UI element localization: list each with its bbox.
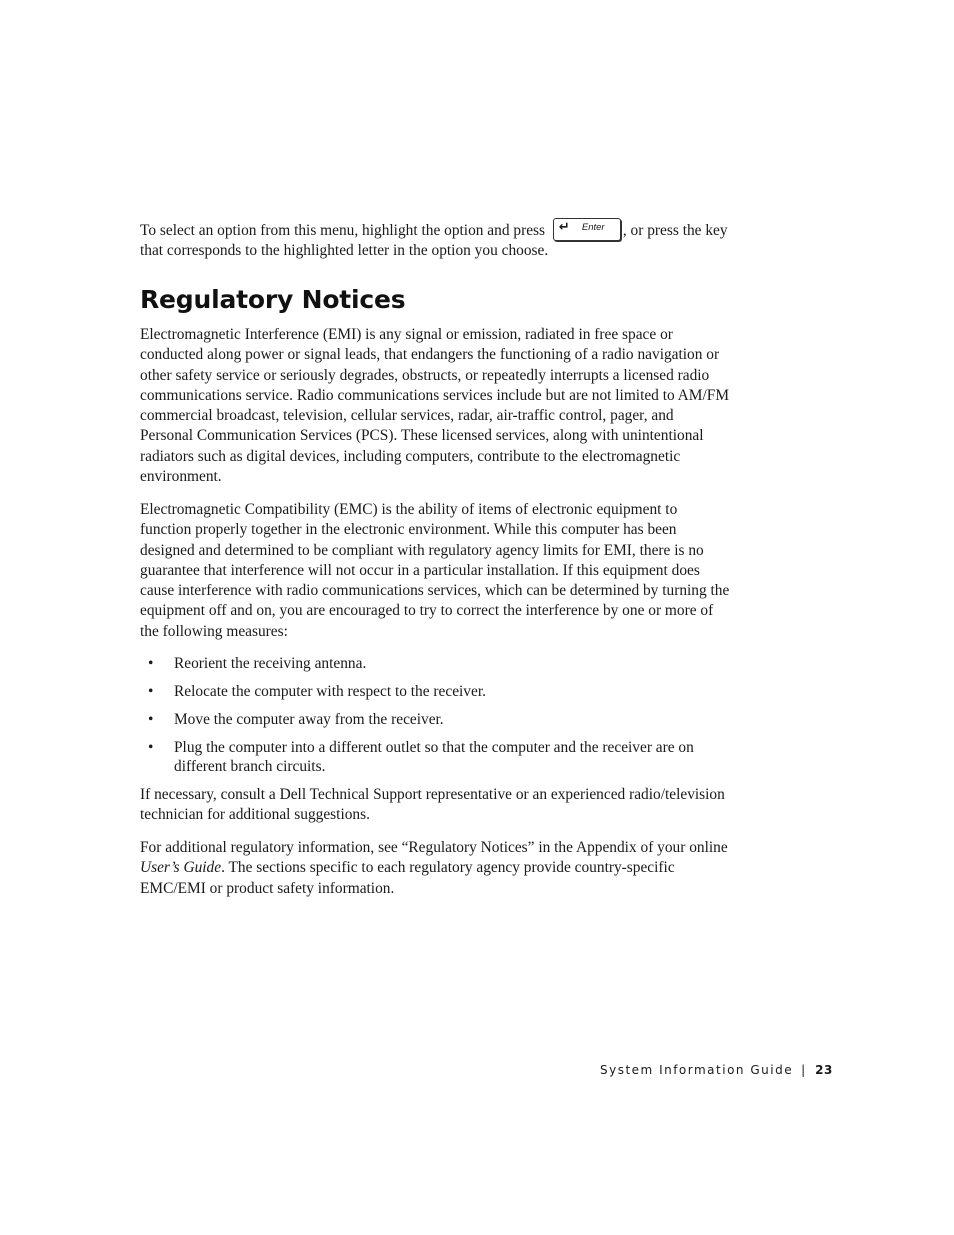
list-item-text: Reorient the receiving antenna. xyxy=(174,655,367,672)
list-item xyxy=(140,654,730,673)
consult-paragraph: If necessary, consult a Dell Technical Support representative or an experienced radio/television technician for additional suggestions. xyxy=(140,786,725,824)
intro-paragraph xyxy=(140,218,730,262)
additional-text-before: For additional regulatory information, see “Regulatory Notices” in the Appendix of your online xyxy=(140,839,728,856)
enter-key-label: Enter xyxy=(581,222,605,233)
return-arrow-icon: ↵ xyxy=(558,220,570,235)
additional-info-paragraph xyxy=(140,838,730,899)
bullet-icon: • xyxy=(148,655,154,672)
list-item-text: Relocate the computer with respect to the receiver. xyxy=(174,683,486,700)
footer-guide-title: System Information Guide xyxy=(600,1063,794,1077)
footer-separator: | xyxy=(801,1063,806,1077)
bullet-icon: • xyxy=(148,711,154,728)
bullet-icon: • xyxy=(148,739,154,756)
page-footer xyxy=(600,1061,832,1079)
list-item xyxy=(140,738,730,776)
measures-list xyxy=(140,654,730,785)
list-item-text: Plug the computer into a different outlet so that the computer and the receiver are on different branch circuits. xyxy=(174,739,694,775)
emc-paragraph: Electromagnetic Compatibility (EMC) is the ability of items of electronic equipment to function properly together in the electronic environment. While this computer has been designed and determined to be compliant with regulatory agency limits for EMI, there is no guarantee that interference will not occur in a particular installation. If this equipment does cause interference with radio communications services, which can be determined by turning the equipment off and on, you are encouraged to try to correct the interference by one or more of the following measures: xyxy=(140,501,730,640)
bullet-icon: • xyxy=(148,683,154,700)
list-item xyxy=(140,710,730,729)
additional-text-after: . The sections specific to each regulatory agency provide country-specific EMC/EMI or product safety information. xyxy=(140,859,675,897)
list-item-text: Move the computer away from the receiver. xyxy=(174,711,444,728)
list-item xyxy=(140,682,730,701)
intro-text-after-key: , or press the key that corresponds to the highlighted letter in the option you choose. xyxy=(140,222,728,260)
enter-key-graphic xyxy=(553,218,621,241)
users-guide-title: User’s Guide xyxy=(140,859,222,877)
page-number: 23 xyxy=(815,1063,833,1077)
section-heading: Regulatory Notices xyxy=(140,285,406,314)
emi-paragraph: Electromagnetic Interference (EMI) is any signal or emission, radiated in free space or conducted along power or signal leads, that endangers the functioning of a radio navigation or other safety service or seriously degrades, obstructs, or repeatedly interrupts a licensed radio communications service. Radio communications services include but are not limited to AM/FM commercial broadcast, television, cellular services, radar, air-traffic control, pager, and Personal Communication Services (PCS). These licensed services, along with unintentional radiators such as digital devices, including computers, contribute to the electromagnetic environment. xyxy=(140,326,730,486)
intro-text-before-key: To select an option from this menu, highlight the option and press xyxy=(140,222,549,239)
